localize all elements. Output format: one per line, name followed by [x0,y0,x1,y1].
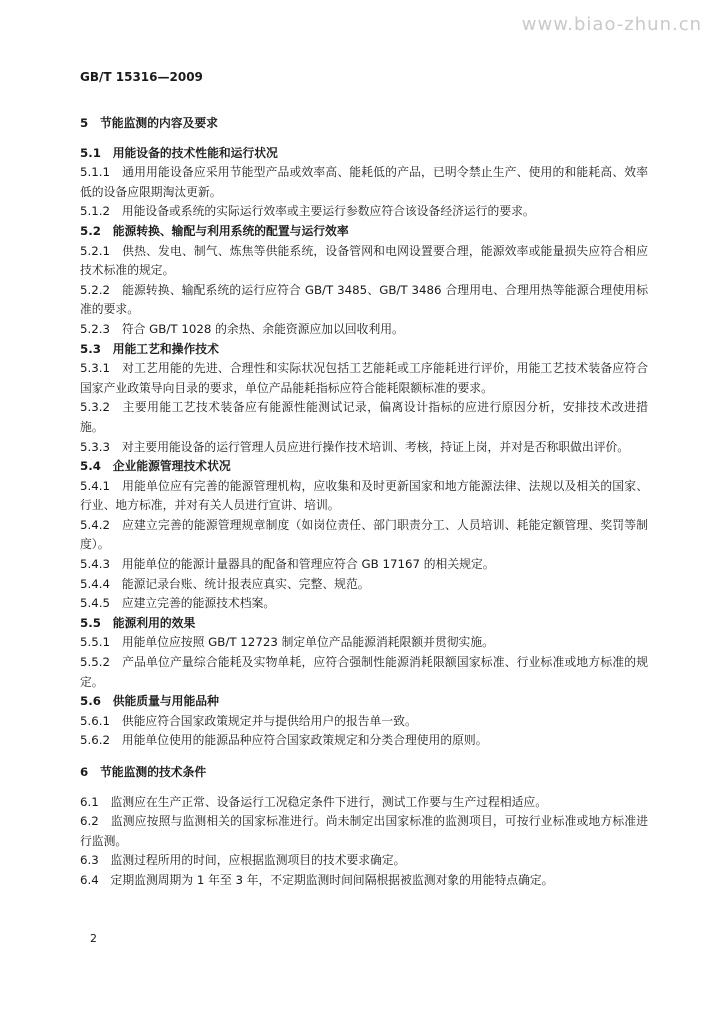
clause-paragraph: 5.5.1 用能单位应按照 GB/T 12723 制定单位产品能源消耗限额并贯彻实施。 [80,635,494,650]
clause-paragraph: 5.5.2 产品单位产量综合能耗及实物单耗，应符合强制性能源消耗限额国家标准、行业标准或地方标准的规定。 [80,655,648,689]
clause-paragraph: 5.3.1 对工艺用能的先进、合理性和实际状况包括工艺能耗或工序能耗进行评价，用能工艺技术装备应符合国家产业政策导向目录的要求，单位产品能耗指标应符合能耗限额标准的要求。 [80,361,648,395]
clause-paragraph: 6.2 监测应按照与监测相关的国家标准进行。尚未制定出国家标准的监测项目，可按行业标准或地方标准进行监测。 [80,814,648,848]
clause-paragraph: 5.4.1 用能单位应有完善的能源管理机构，应收集和及时更新国家和地方能源法律、法规以及相关的国家、行业、地方标准，并对有关人员进行宣讲、培训。 [80,478,648,513]
clause-paragraph: 5.1.1 通用用能设备应采用节能型产品或效率高、能耗低的产品，已明令禁止生产、使用的和能耗高、效率低的设备应限期淘汰更新。 [80,165,648,199]
clause-paragraph: 5.6.1 供能应符合国家政策规定并与提供给用户的报告单一致。 [80,713,417,728]
section-heading: 6 节能监测的技术条件 [80,765,207,779]
subsection-heading: 5.4 企业能源管理技术状况 [80,459,231,474]
clause-paragraph: 5.6.2 用能单位使用的能源品种应符合国家政策规定和分类合理使用的原则。 [80,733,488,748]
watermark-text: www.biao-zhun.cn [521,14,702,35]
document-body [80,114,648,891]
standard-number-header: GB/T 15316—2009 [80,70,203,84]
clause-paragraph: 5.3.3 对主要用能设备的运行管理人员应进行操作技术培训、考核，持证上岗，并对是否称职做出评价。 [80,439,630,454]
clause-paragraph: 6.4 定期监测周期为 1 年至 3 年，不定期监测时间间隔根据被监测对象的用能特点确定。 [80,872,554,887]
clause-paragraph: 5.4.4 能源记录台账、统计报表应真实、完整、规范。 [80,576,370,591]
subsection-heading: 5.1 用能设备的技术性能和运行状况 [80,145,278,160]
clause-paragraph: 5.1.2 用能设备或系统的实际运行效率或主要运行参数应符合该设备经济运行的要求。 [80,204,535,219]
clause-paragraph: 6.3 监测过程所用的时间，应根据监测项目的技术要求确定。 [80,853,406,868]
clause-paragraph: 5.4.2 应建立完善的能源管理规章制度（如岗位责任、部门职责分工、人员培训、耗能定额管理、奖罚等制度）。 [80,517,648,552]
page-number: 2 [90,932,97,945]
subsection-heading: 5.3 用能工艺和操作技术 [80,341,219,356]
clause-paragraph: 6.1 监测应在生产正常、设备运行工况稳定条件下进行，测试工作要与生产过程相适应。 [80,794,548,809]
clause-paragraph: 5.3.2 主要用能工艺技术装备应有能源性能测试记录，偏离设计指标的应进行原因分析，安排技术改进措施。 [80,400,648,434]
section-heading: 5 节能监测的内容及要求 [80,116,218,130]
subsection-heading: 5.6 供能质量与用能品种 [80,694,219,709]
clause-paragraph: 5.2.3 符合 GB/T 1028 的余热、余能资源应加以回收利用。 [80,321,404,336]
clause-paragraph: 5.2.2 能源转换、输配系统的运行应符合 GB/T 3485、GB/T 3486 合理用电、合理用热等能源合理使用标准的要求。 [80,282,648,317]
subsection-heading: 5.2 能源转换、输配与利用系统的配置与运行效率 [80,223,349,238]
clause-paragraph: 5.2.1 供热、发电、制气、炼焦等供能系统，设备管网和电网设置要合理，能源效率或能量损失应符合相应技术标准的规定。 [80,243,648,278]
clause-paragraph: 5.4.5 应建立完善的能源技术档案。 [80,596,276,611]
clause-paragraph: 5.4.3 用能单位的能源计量器具的配备和管理应符合 GB 17167 的相关规定。 [80,557,495,572]
subsection-heading: 5.5 能源利用的效果 [80,615,196,630]
